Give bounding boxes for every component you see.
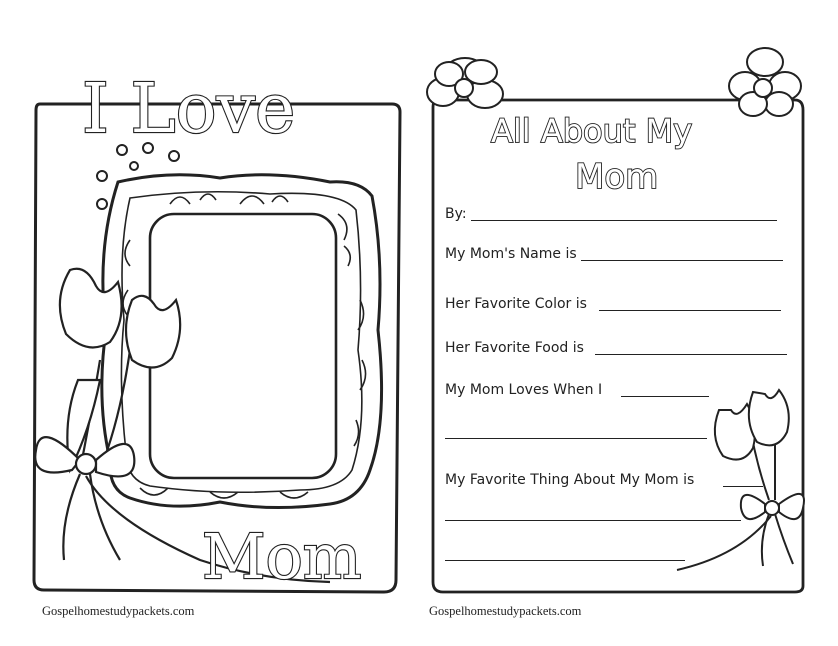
field-loves-when-blank[interactable]	[621, 396, 709, 397]
bow-icon	[677, 494, 804, 570]
field-name-blank[interactable]	[581, 260, 783, 261]
field-favorite-thing-label: My Favorite Thing About My Mom is	[445, 472, 695, 488]
field-favorite-thing-blank[interactable]	[723, 486, 763, 487]
right-card-artwork	[419, 0, 838, 646]
left-title: I Love	[82, 70, 296, 149]
field-color-label: Her Favorite Color is	[445, 296, 587, 312]
field-loves-when-label: My Mom Loves When I	[445, 382, 603, 398]
field-by-blank[interactable]	[471, 220, 777, 221]
right-card	[419, 0, 838, 646]
flower-icon	[729, 48, 801, 116]
field-food-blank[interactable]	[595, 354, 787, 355]
left-footer: Gospelhomestudypackets.com	[42, 604, 195, 618]
field-loves-when-blank-2[interactable]	[445, 438, 707, 439]
left-subtitle: Mom	[202, 520, 362, 593]
right-title-line1: All About My	[491, 112, 693, 150]
field-name-label: My Mom's Name is	[445, 246, 577, 262]
right-footer: Gospelhomestudypackets.com	[429, 604, 582, 618]
field-by-label: By:	[445, 206, 467, 222]
field-favorite-thing-blank-3[interactable]	[445, 560, 685, 561]
field-favorite-thing-blank-2[interactable]	[445, 520, 741, 521]
field-food-label: Her Favorite Food is	[445, 340, 584, 356]
field-color-blank[interactable]	[599, 310, 781, 311]
tulip-icon	[715, 390, 789, 500]
right-title-line2: Mom	[575, 157, 659, 197]
